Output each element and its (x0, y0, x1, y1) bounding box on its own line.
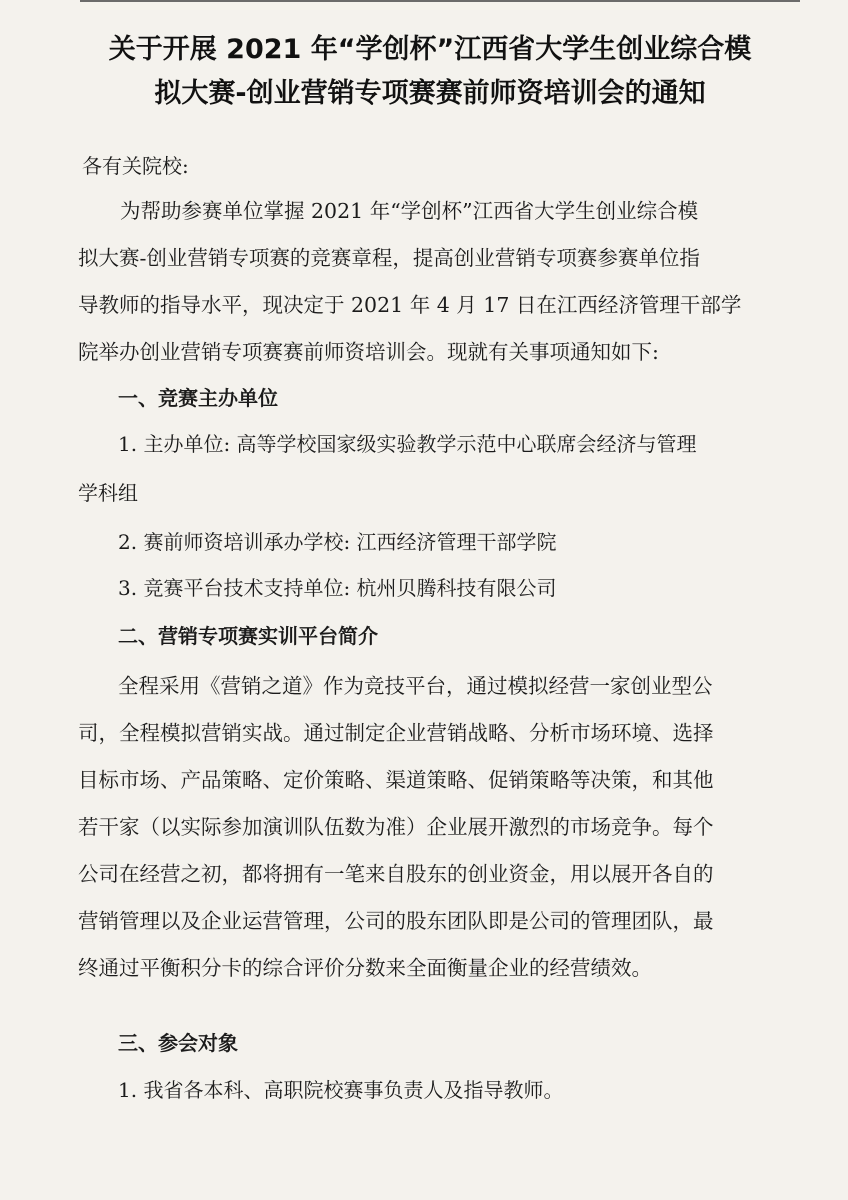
intro-paragraph (78, 188, 778, 376)
intro-line-2: 拟大赛-创业营销专项赛的竞赛章程，提高创业营销专项赛参赛单位指 (78, 246, 700, 270)
salutation: 各有关院校: (82, 154, 189, 178)
section-3-heading: 三、参会对象 (118, 1031, 238, 1055)
section-1-item-3: 3. 竞赛平台技术支持单位: 杭州贝腾科技有限公司 (118, 576, 557, 600)
title-line-2: 拟大赛-创业营销专项赛赛前师资培训会的通知 (154, 78, 706, 109)
section-2-line-2: 司，全程模拟营销实战。通过制定企业营销战略、分析市场环境、选择 (78, 721, 714, 745)
section-1-item-2: 2. 赛前师资培训承办学校: 江西经济管理干部学院 (118, 530, 557, 554)
section-1-item-1: 1. 主办单位: 高等学校国家级实验教学示范中心联席会经济与管理 (118, 432, 697, 456)
section-2-heading: 二、营销专项赛实训平台简介 (118, 624, 378, 648)
intro-line-4: 院举办创业营销专项赛赛前师资培训会。现就有关事项通知如下: (78, 340, 659, 364)
section-3-item-1: 1. 我省各本科、高职院校赛事负责人及指导教师。 (118, 1078, 564, 1102)
intro-line-1: 为帮助参赛单位掌握 2021 年“学创杯”江西省大学生创业综合模 (120, 199, 699, 223)
section-1-item-1-cont: 学科组 (78, 481, 138, 505)
section-2-line-5: 公司在经营之初，都将拥有一笔来自股东的创业资金，用以展开各自的 (78, 862, 714, 886)
section-2-line-3: 目标市场、产品策略、定价策略、渠道策略、促销策略等决策，和其他 (78, 768, 714, 792)
section-1-heading: 一、竞赛主办单位 (118, 386, 278, 410)
section-2-line-7: 终通过平衡积分卡的综合评价分数来全面衡量企业的经营绩效。 (78, 956, 652, 980)
section-2-line-4: 若干家（以实际参加演训队伍数为准）企业展开激烈的市场竞争。每个 (78, 815, 714, 839)
document-title (60, 28, 800, 116)
section-2-line-1: 全程采用《营销之道》作为竞技平台，通过模拟经营一家创业型公 (118, 674, 713, 698)
intro-line-3: 导教师的指导水平，现决定于 2021 年 4 月 17 日在江西经济管理干部学 (78, 293, 742, 317)
section-2-line-6: 营销管理以及企业运营管理，公司的股东团队即是公司的管理团队，最 (78, 909, 714, 933)
top-rule (80, 0, 800, 2)
section-2-paragraph (78, 663, 778, 992)
title-line-1: 关于开展 2021 年“学创杯”江西省大学生创业综合模 (108, 34, 752, 65)
